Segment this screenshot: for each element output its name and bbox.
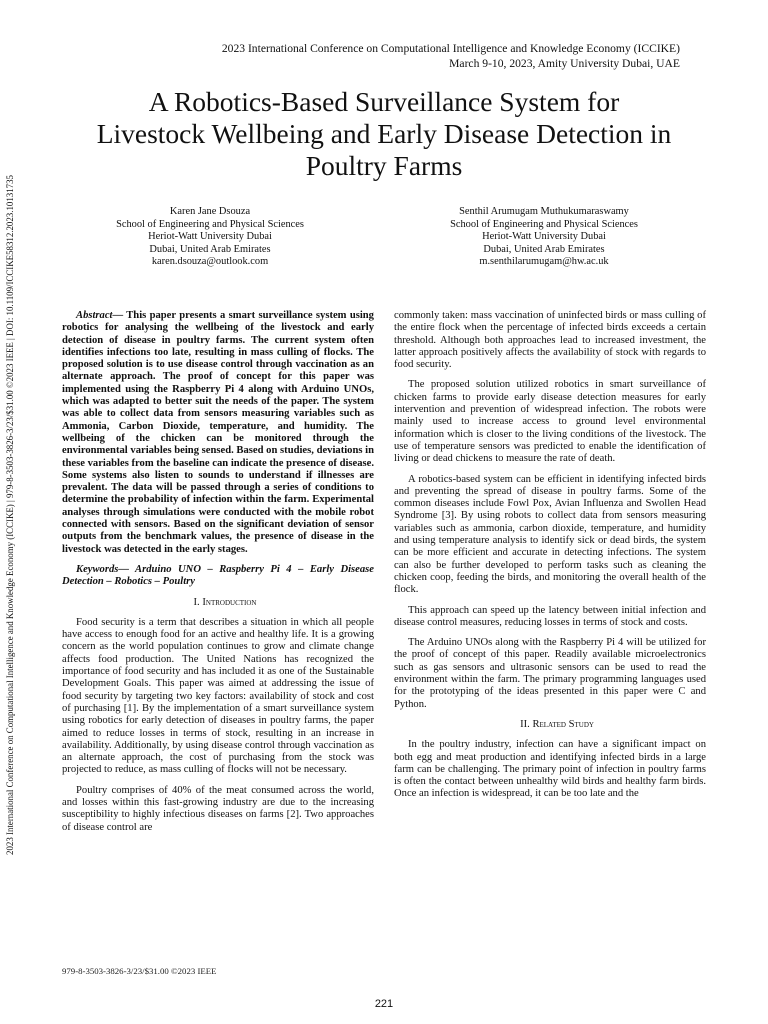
left-column bbox=[62, 310, 374, 842]
doi-sidebar bbox=[3, 140, 17, 890]
related-paragraph-1: In the poultry industry, infection can have a significant impact on both egg and meat production and identifying infected birds in a large farm can be challenging. The primary point of infection in poultry farms is often the contact between unhealthy wild birds and healthy farm birds. Once an infection is widespread, it can be too late and the bbox=[394, 739, 706, 800]
section-title: Introduction bbox=[202, 596, 257, 608]
keywords bbox=[62, 564, 374, 589]
intro-paragraph-7: The Arduino UNOs along with the Raspberry Pi 4 will be utilized for the proof of concept of this paper. Readily available microelectronics such as gas sensors and ultrasonic sensors can be used to read the environment within the farm. The primary programming languages used for the prototyping of the ideas presented in this paper were C and Python. bbox=[394, 637, 706, 710]
section-heading-related-study bbox=[394, 719, 706, 731]
conference-header bbox=[222, 41, 680, 71]
title-line-3: Poultry Farms bbox=[305, 150, 463, 181]
abstract-dash: — bbox=[112, 310, 127, 321]
conference-date-venue: March 9-10, 2023, Amity University Dubai, UAE bbox=[449, 57, 680, 70]
author-block-1 bbox=[60, 206, 360, 269]
author-university: Heriot-Watt University Dubai bbox=[148, 231, 272, 243]
conference-name: 2023 International Conference on Computational Intelligence and Knowledge Economy (ICCIKE) bbox=[221, 42, 680, 55]
intro-paragraph-5: A robotics-based system can be efficient in identifying infected birds and preventing the spread of disease in poultry farms. Some of the common diseases include Fowl Pox, Avian Influenza and Swollen Head Syndrome [3]. By using robots to collect data from sensors measuring variables such as ammonia, carbon dioxide, temperature, and humidity and using temperature analysis to identify sick or dead birds, the system can be more efficient and accurate in detecting infections. The system can also be further developed to perform tasks such as cleaning the chicken coop, feeding the birds, and monitoring the overall health of the flock. bbox=[394, 473, 706, 596]
section-title: Related Study bbox=[532, 718, 594, 730]
author-department: School of Engineering and Physical Sciences bbox=[116, 218, 304, 230]
abstract-label: Abstract bbox=[76, 310, 113, 321]
intro-paragraph-3: commonly taken: mass vaccination of uninfected birds or mass culling of the entire flock when the percentage of infected birds exceeds a certain threshold. Although both approaches lead to increased investment, the latter approach positively affects the availability of stock with regards to food security. bbox=[394, 310, 706, 371]
right-column bbox=[394, 310, 706, 809]
abstract-text: This paper presents a smart surveillance system using robotics for analysing the wellbeing of the livestock and early detection of disease in poultry farms. The current system often identifies infections too late, resulting in mass culling of flocks. The proposed solution is to use disease control through vaccination as an alternate approach. The proof of concept for this paper was implemented using the Raspberry Pi 4 along with Arduino UNOs, which was adapted to better suit the needs of the paper. The system was able to collect data from sensors measuring variables such as Ammonia, Carbon Dioxide, temperature, and humidity. The wellbeing of the chicken can be monitored through the environmental variables being sensed. Based on studies, deviations in these variables from the baseline can indicate the presence of disease. Some systems also listen to sounds to understand if illnesses are prevalent. The data will be passed through a series of conditions to determine the probability of infection within the farm. Experimental analyses through simulations were conducted with the mobile robot connected with sensors. Based on the significant deviation of sensor outputs from the benchmark values, the presence of disease in the livestock was detected in the early stages. bbox=[62, 310, 374, 555]
keywords-text: Arduino UNO – Raspberry Pi 4 – Early Disease Detection – Robotics – Poultry bbox=[62, 563, 374, 588]
author-name: Senthil Arumugam Muthukumaraswamy bbox=[459, 206, 629, 217]
author-university: Heriot-Watt University Dubai bbox=[482, 231, 606, 243]
abstract bbox=[62, 310, 374, 556]
author-department: School of Engineering and Physical Sciences bbox=[450, 218, 638, 230]
page-number: 221 bbox=[374, 998, 394, 1010]
title-line-1: A Robotics-Based Surveillance System for bbox=[148, 86, 620, 117]
author-email: m.senthilarumugam@hw.ac.uk bbox=[479, 256, 609, 268]
doi-sidebar-text: 2023 International Conference on Computational Intelligence and Knowledge Economy (ICCIKE) | 979-8-3503-3826-3/23/$31.00 ©2023 IEEE | DOI: 10.1109/ICCIKE58312.2023.10131735 bbox=[5, 175, 15, 855]
author-block-2 bbox=[394, 206, 694, 269]
author-name: Karen Jane Dsouza bbox=[169, 206, 251, 217]
author-location: Dubai, United Arab Emirates bbox=[483, 243, 605, 255]
section-number: I. bbox=[193, 596, 200, 608]
title-line-2: Livestock Wellbeing and Early Disease Detection in bbox=[96, 118, 672, 149]
intro-paragraph-1: Food security is a term that describes a situation in which all people have access to enough food for an active and healthy life. It is a growing concern as the world population continues to grow and climate change affects food production. The United Nations has recognized the importance of food security and has included it as one of the Sustainable Development Goals. This paper was aimed at addressing the issue of food security by targeting two key factors: availability of stock and cost of purchasing [1]. By the implementation of a smart surveillance system using robotics for early detection of diseases in poultry farms, the paper aimed to reduce losses in terms of stock, resulting in an increase in availability. Additionally, by using disease control through vaccination as an alternate approach, the cost of purchasing from the stock was projected to reduce, as mass culling of flocks will not be necessary. bbox=[62, 616, 374, 776]
copyright-notice: 979-8-3503-3826-3/23/$31.00 ©2023 IEEE bbox=[62, 966, 217, 976]
section-number: II. bbox=[520, 718, 530, 730]
keywords-dash: — bbox=[118, 563, 136, 575]
keywords-label: Keywords bbox=[76, 563, 119, 575]
section-heading-introduction bbox=[62, 597, 374, 609]
paper-title bbox=[40, 86, 728, 182]
author-location: Dubai, United Arab Emirates bbox=[149, 243, 271, 255]
intro-paragraph-6: This approach can speed up the latency between initial infection and disease control measures, reducing losses in terms of stock and costs. bbox=[394, 604, 706, 628]
intro-paragraph-4: The proposed solution utilized robotics in smart surveillance of chicken farms to provide early disease detection measures for early intervention and prevention of widespread infection. The robots were mainly used to increase access to ground level environmental information which is closer to the living conditions of the livestock. The use of temperature sensors was predicted to enable the identification of living or dead chickens to measure the rate of death. bbox=[394, 379, 706, 465]
intro-paragraph-2: Poultry comprises of 40% of the meat consumed across the world, and losses within this fast-growing industry are due to the increasing susceptibility to highly infectious diseases on farms [2]. Two approaches of disease control are bbox=[62, 784, 374, 833]
author-email: karen.dsouza@outlook.com bbox=[151, 256, 269, 268]
